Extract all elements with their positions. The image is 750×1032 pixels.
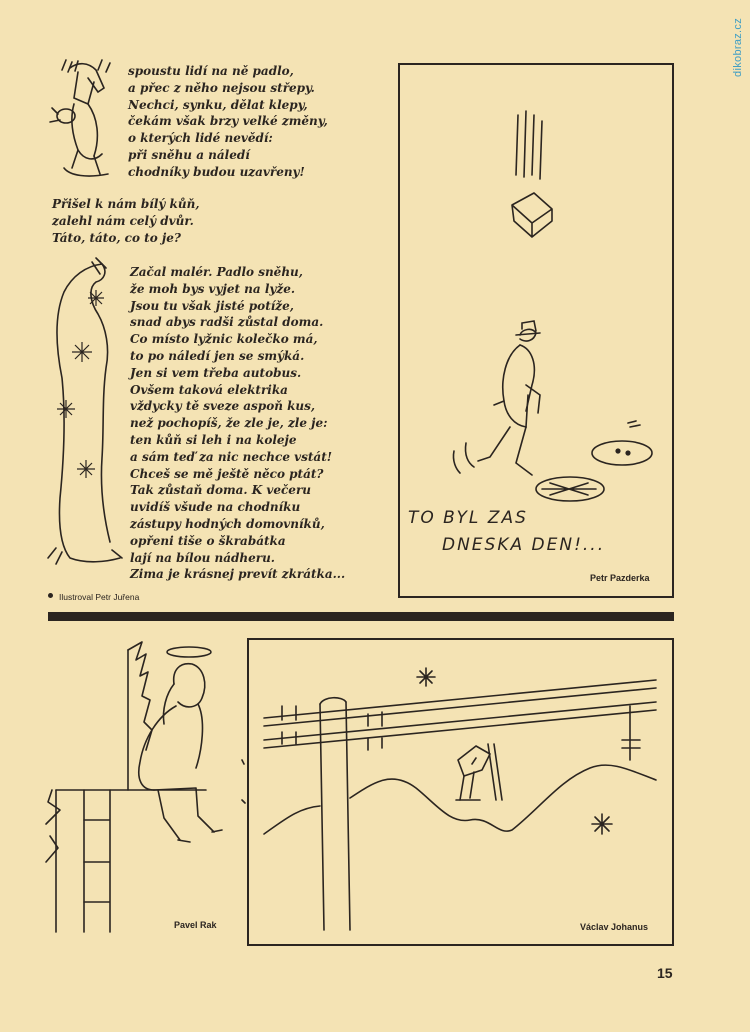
falling-man-illustration [48, 58, 128, 188]
poem-line: vždycky tě sveze aspoň kus, [130, 399, 316, 414]
poem-line: zástupy hodných domovníků, [130, 516, 325, 531]
poem-line: Jen si vem třeba autobus. [130, 365, 302, 380]
cartoon-drawing-rak [46, 640, 246, 940]
poem-line: a přec z něho nejsou střepy. [128, 80, 315, 95]
poem-line: zalehl nám celý dvůr. [52, 213, 194, 228]
poem-line: opřeni tiše o škrabátka [130, 533, 286, 548]
poem-line: lají na bílou nádheru. [130, 550, 275, 565]
poem-line: o kterých lidé nevědí: [128, 131, 273, 146]
poem-line: ten kůň si leh i na koleje [130, 432, 297, 447]
cartoon-drawing-pazderka [400, 65, 672, 525]
poem-stanza-1 [128, 63, 328, 181]
author-pavel-rak: Pavel Rak [174, 920, 217, 930]
poem-line: Ovšem taková elektrika [130, 382, 288, 397]
illustration-credit [48, 585, 139, 604]
poem-line: Chceš se mě ještě něco ptát? [130, 466, 324, 481]
poem-line: Začal malér. Padlo sněhu, [130, 265, 303, 279]
cartoon-caption-line-2: DNESKA DEN!... [442, 535, 606, 555]
poem-line: Přišel k nám bílý kůň, [52, 197, 200, 211]
poem-line: Táto, táto, co to je? [52, 230, 181, 245]
poem-line: to po náledí jen se smýká. [130, 348, 305, 363]
poem-line: než pochopíš, že zle je, zle je: [130, 416, 328, 431]
poem-stanza-2 [52, 196, 200, 246]
poem-line: Jsou tu však jisté potíže, [130, 298, 294, 313]
poem-line: Zima je krásnej prevít zkrátka... [130, 567, 346, 582]
page-number: 15 [657, 965, 673, 981]
poem-line: Co místo lyžnic kolečko má, [130, 332, 318, 347]
poem-line: čekám však brzy velké změny, [128, 114, 328, 129]
site-watermark: dikobraz.cz [732, 18, 744, 77]
snowflake-icon [592, 814, 612, 834]
bullet-icon [48, 593, 53, 598]
snowflake-icon [77, 460, 95, 478]
cartoon-caption-line-1: TO BYL ZAS [408, 508, 528, 528]
poem-line: spoustu lidí na ně padlo, [128, 64, 294, 78]
poem-line: Nechci, synku, dělat klepy, [128, 97, 308, 112]
poem-line: Tak zůstaň doma. K večeru [130, 483, 311, 498]
snowflake-icon [72, 342, 92, 362]
poem-line: že moh bys vyjet na lyže. [130, 281, 296, 296]
snowflake-icon [88, 290, 104, 306]
author-petr-pazderka: Petr Pazderka [590, 573, 650, 583]
poem-stanza-3 [130, 264, 345, 583]
poem-line: a sám teď za nic nechce vstát! [130, 449, 333, 464]
snow-horse-illustration [46, 258, 124, 570]
author-vaclav-johanus: Václav Johanus [580, 922, 649, 932]
cartoon-drawing-johanus [250, 640, 670, 940]
snowflake-icon [57, 400, 75, 418]
poem-line: chodníky budou uzavřeny! [128, 164, 305, 179]
section-divider [48, 612, 674, 621]
illustration-credit-text: Ilustroval Petr Juřena [59, 592, 140, 602]
poem-line: při sněhu a náledí [128, 147, 250, 162]
poem-line: uvidíš všude na chodníku [130, 500, 301, 515]
poem-line: snad abys radši zůstal doma. [130, 315, 324, 330]
snowflake-icon [417, 668, 435, 686]
